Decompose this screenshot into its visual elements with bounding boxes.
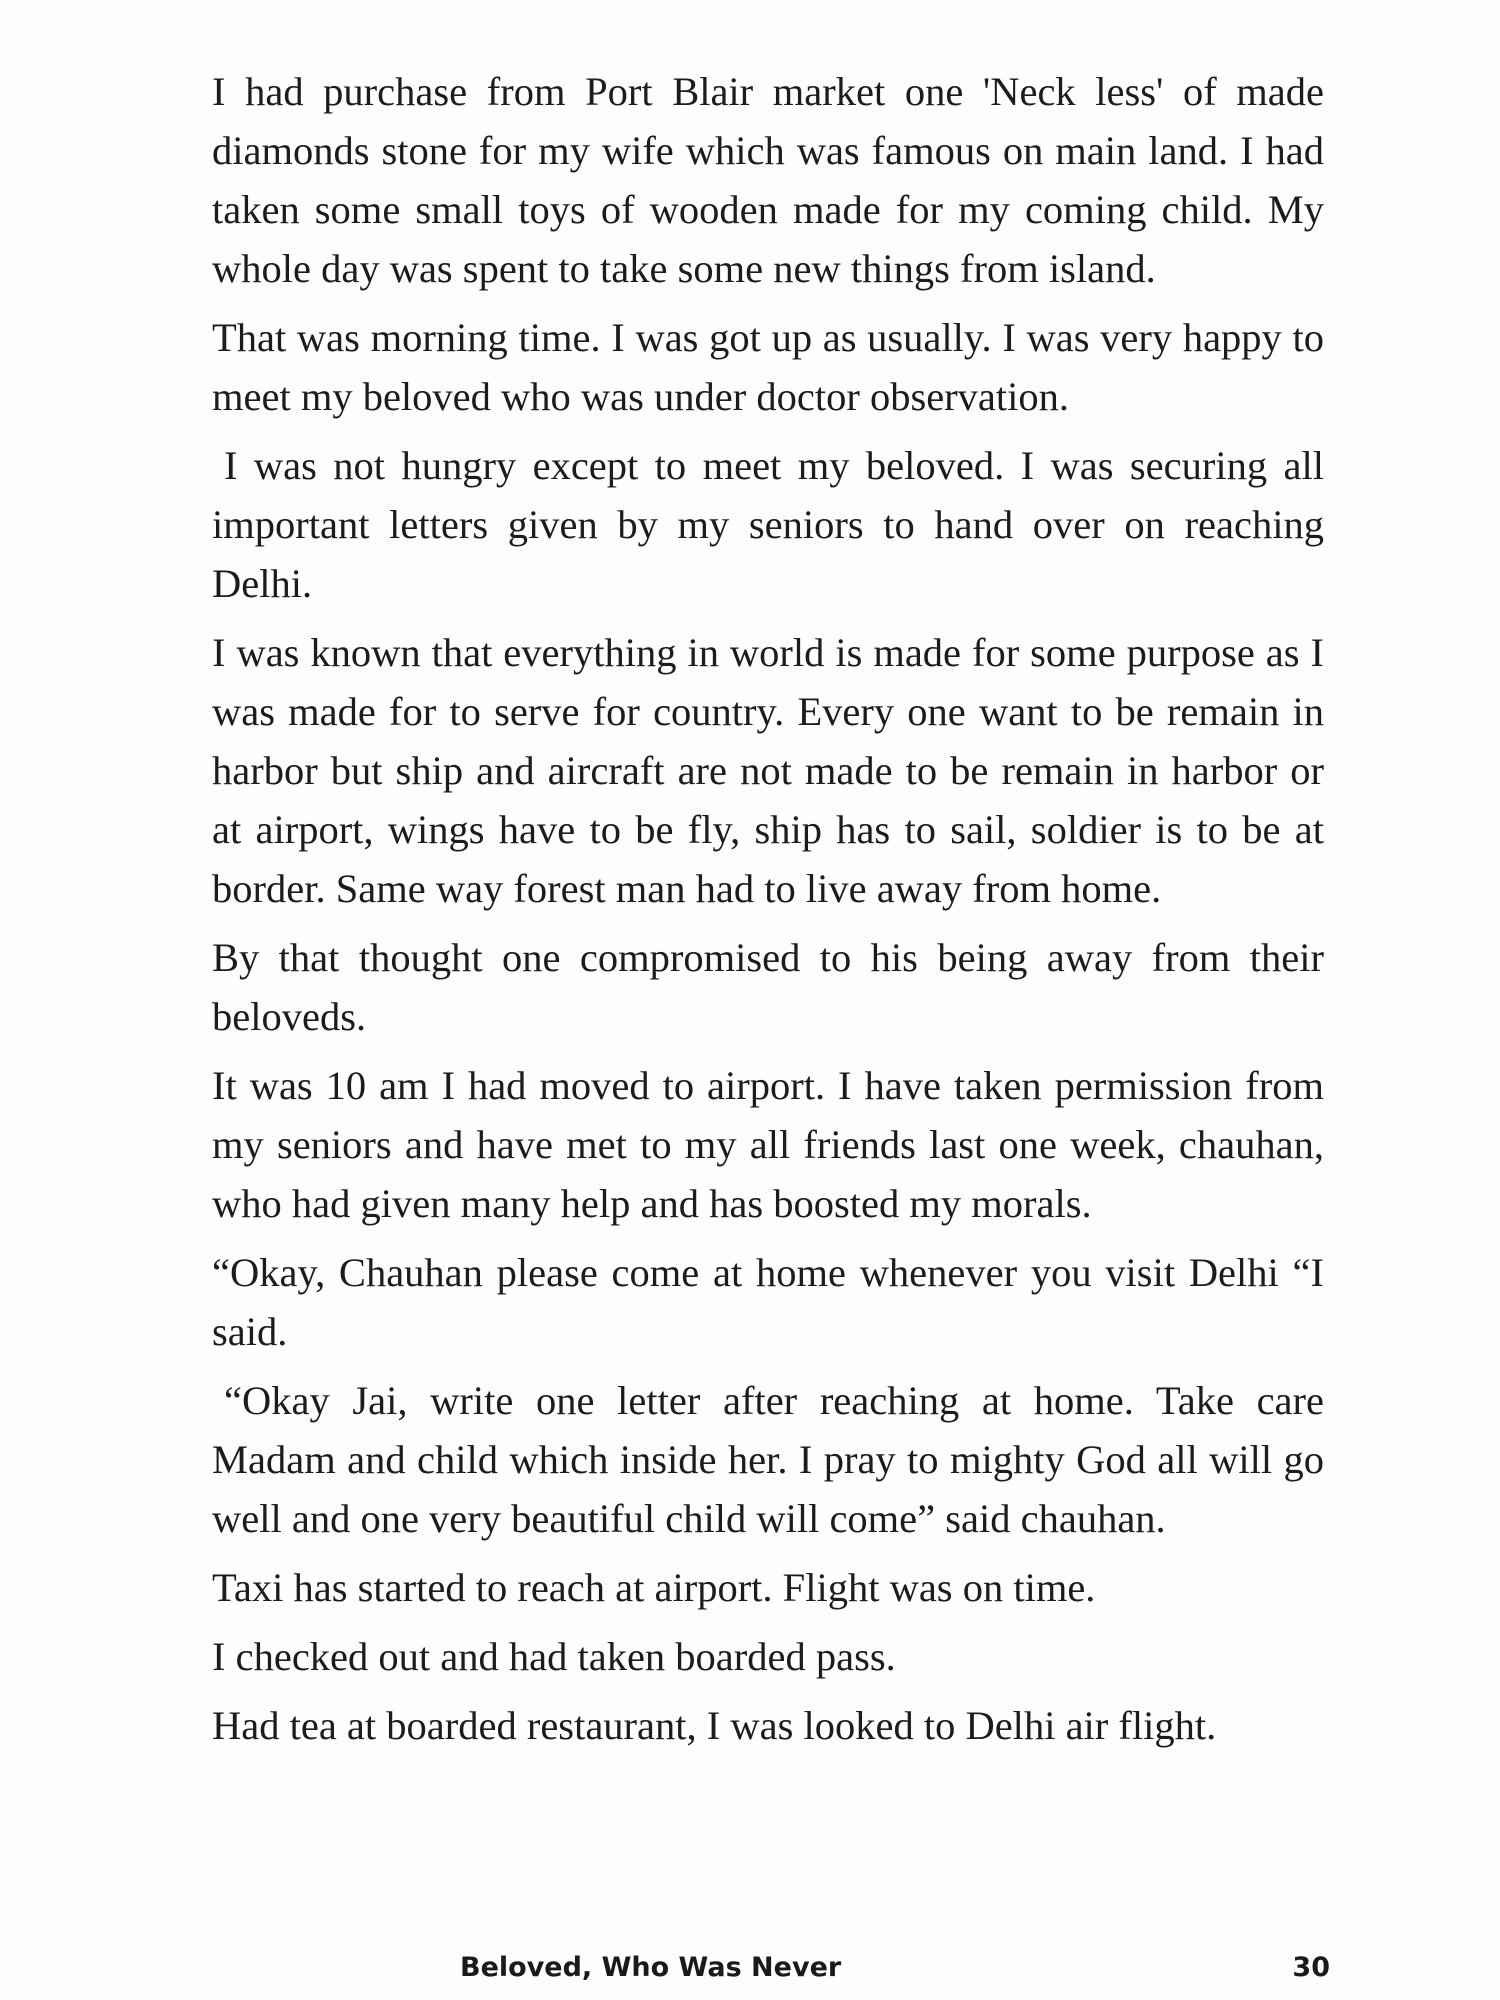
paragraph-9: Taxi has started to reach at airport. Flight was on time. <box>212 1565 1096 1610</box>
paragraph-10: I checked out and had taken boarded pass. <box>212 1634 896 1679</box>
paragraph-1: I had purchase from Port Blair market one 'Neck less' of made diamonds stone for my wife which was famous on main land. I had taken some small toys of wooden made for my coming child. My whole day was spent to take some new things from island. <box>212 69 1324 291</box>
page-number: 30 <box>1292 1952 1330 1983</box>
paragraph-6: It was 10 am I had moved to airport. I have taken permission from my seniors and have met to my all friends last one week, chauhan, who had given many help and has boosted my morals. <box>212 1063 1324 1226</box>
paragraph-7: “Okay, Chauhan please come at home whenever you visit Delhi “I said. <box>212 1250 1324 1354</box>
paragraph-5: By that thought one compromised to his being away from their beloveds. <box>212 935 1324 1039</box>
paragraph-11: Had tea at boarded restaurant, I was looked to Delhi air flight. <box>212 1703 1217 1748</box>
paragraph-2: That was morning time. I was got up as usually. I was very happy to meet my beloved who was under doctor observation. <box>212 315 1324 419</box>
paragraph-8: “Okay Jai, write one letter after reaching at home. Take care Madam and child which inside her. I pray to mighty God all will go well and one very beautiful child will come” said chauhan. <box>212 1378 1324 1541</box>
paragraph-3: I was not hungry except to meet my beloved. I was securing all important letters given by my seniors to hand over on reaching Delhi. <box>212 443 1324 606</box>
page-body <box>212 62 1324 1765</box>
running-footer-title: Beloved, Who Was Never <box>460 1952 842 1983</box>
paragraph-4: I was known that everything in world is made for some purpose as I was made for to serve for country. Every one want to be remain in harbor but ship and aircraft are not made to be remain in harbor or at airport, wings have to be fly, ship has to sail, soldier is to be at border. Same way forest man had to live away from home. <box>212 630 1324 911</box>
